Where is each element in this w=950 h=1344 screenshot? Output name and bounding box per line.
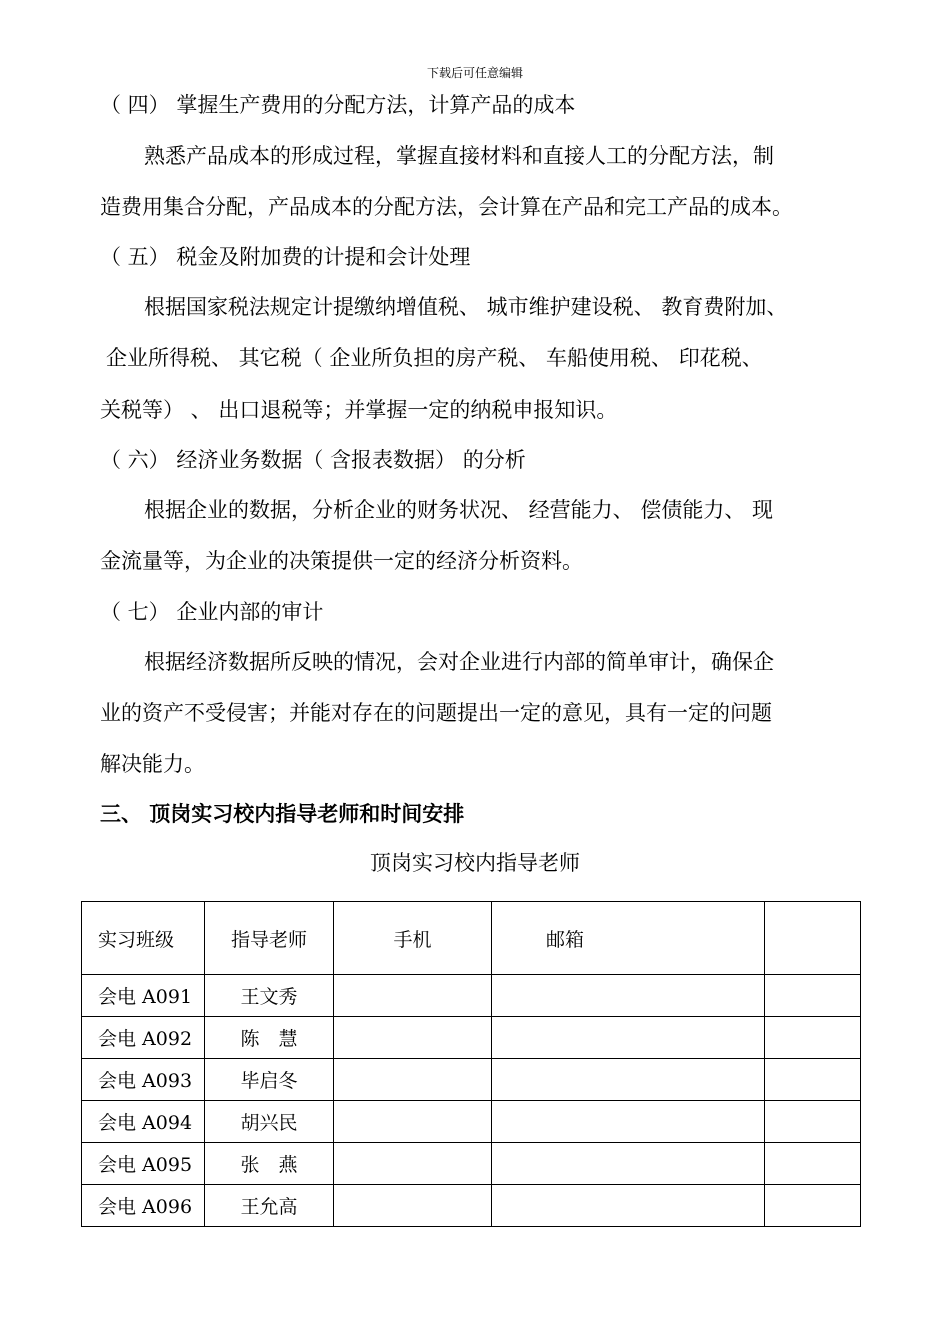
cell-email	[492, 975, 765, 1017]
cell-extra	[765, 1059, 861, 1101]
cell-extra	[765, 1017, 861, 1059]
cell-teacher: 胡兴民	[205, 1101, 334, 1143]
cell-teacher: 毕启冬	[205, 1059, 334, 1101]
section-7-paragraph-line-2: 业的资产不受侵害；并能对存在的问题提出一定的意见，具有一定的问题	[100, 701, 772, 725]
cell-teacher: 王文秀	[205, 975, 334, 1017]
section-5-paragraph-line-1: 根据国家税法规定计提缴纳增值税、 城市维护建设税、 教育费附加、	[144, 295, 788, 319]
header-email: 邮箱	[492, 902, 765, 975]
table-caption: 顶岗实习校内指导老师	[370, 851, 580, 875]
section-5-paragraph-line-2: 企业所得税、 其它税（ 企业所负担的房产税、 车船使用税、 印花税、	[106, 346, 763, 370]
cell-extra	[765, 1143, 861, 1185]
section-4-paragraph-line-1: 熟悉产品成本的形成过程，掌握直接材料和直接人工的分配方法，制	[144, 144, 774, 168]
section-5-title: （ 五） 税金及附加费的计提和会计处理	[100, 245, 471, 269]
section-6-paragraph-line-2: 金流量等，为企业的决策提供一定的经济分析资料。	[100, 549, 583, 573]
section-5-paragraph-line-3: 关税等） 、 出口退税等；并掌握一定的纳税申报知识。	[100, 398, 618, 422]
cell-extra	[765, 975, 861, 1017]
cell-email	[492, 1017, 765, 1059]
cell-email	[492, 1143, 765, 1185]
cell-class: 会电 A096	[82, 1185, 205, 1227]
table-row	[82, 975, 861, 1017]
section-7-paragraph-line-3: 解决能力。	[100, 752, 205, 776]
cell-phone	[334, 1185, 492, 1227]
cell-phone	[334, 1017, 492, 1059]
cell-teacher: 陈 慧	[205, 1017, 334, 1059]
table-row	[82, 1101, 861, 1143]
cell-class: 会电 A094	[82, 1101, 205, 1143]
cell-teacher: 张 燕	[205, 1143, 334, 1185]
cell-class: 会电 A095	[82, 1143, 205, 1185]
cell-email	[492, 1059, 765, 1101]
cell-class: 会电 A091	[82, 975, 205, 1017]
header-teacher: 指导老师	[205, 902, 334, 975]
header-phone: 手机	[334, 902, 492, 975]
section-4-title: （ 四） 掌握生产费用的分配方法，计算产品的成本	[100, 93, 576, 117]
header-class: 实习班级	[82, 902, 205, 975]
cell-phone	[334, 1059, 492, 1101]
tutor-table	[81, 901, 861, 1227]
cell-class: 会电 A093	[82, 1059, 205, 1101]
table-header-row	[82, 902, 861, 975]
cell-class: 会电 A092	[82, 1017, 205, 1059]
cell-phone	[334, 1101, 492, 1143]
table-row	[82, 1059, 861, 1101]
header-extra	[765, 902, 861, 975]
cell-extra	[765, 1101, 861, 1143]
section-6-paragraph-line-1: 根据企业的数据，分析企业的财务状况、 经营能力、 偿债能力、 现	[144, 498, 774, 522]
table-row	[82, 1185, 861, 1227]
cell-phone	[334, 1143, 492, 1185]
cell-phone	[334, 975, 492, 1017]
section-7-paragraph-line-1: 根据经济数据所反映的情况，会对企业进行内部的简单审计，确保企	[144, 650, 774, 674]
section-6-title: （ 六） 经济业务数据（ 含报表数据） 的分析	[100, 448, 526, 472]
table-row	[82, 1017, 861, 1059]
part-3-heading: 三、 顶岗实习校内指导老师和时间安排	[100, 802, 465, 826]
cell-email	[492, 1185, 765, 1227]
section-4-paragraph-line-2: 造费用集合分配，产品成本的分配方法，会计算在产品和完工产品的成本。	[100, 195, 793, 219]
cell-teacher: 王允高	[205, 1185, 334, 1227]
cell-email	[492, 1101, 765, 1143]
table-row	[82, 1143, 861, 1185]
download-note: 下载后可任意编辑	[426, 66, 523, 80]
cell-extra	[765, 1185, 861, 1227]
section-7-title: （ 七） 企业内部的审计	[100, 600, 324, 624]
